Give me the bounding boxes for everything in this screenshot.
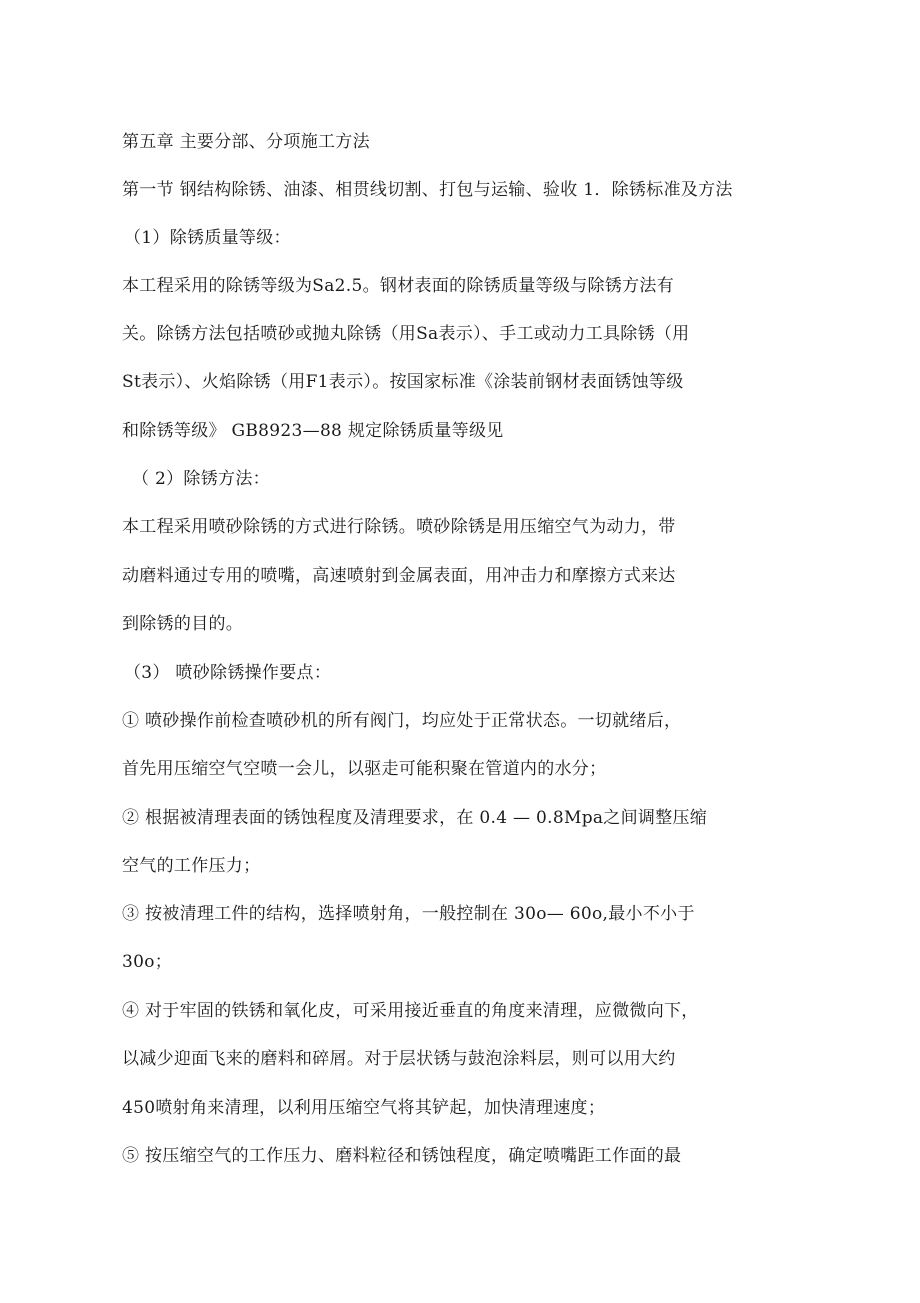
list-item-line: 首先用压缩空气空喷一会儿，以驱走可能积聚在管道内的水分； [122, 759, 607, 779]
section-title: 第一节 钢结构除锈、油漆、相贯线切割、打包与运输、验收 1．除锈标准及方法 [122, 180, 733, 200]
chapter-title: 第五章 主要分部、分项施工方法 [122, 132, 370, 152]
list-item-line: ③ 按被清理工件的结构，选择喷射角，一般控制在 30o— 60o,最小不小于 [122, 904, 695, 924]
subheading-method: （ 2）除锈方法： [132, 469, 270, 489]
list-item-line: 以减少迎面飞来的磨料和碎屑。对于层状锈与鼓泡涂料层，则可以用大约 [122, 1049, 676, 1069]
paragraph-line: 和除锈等级》 GB8923—88 规定除锈质量等级见 [122, 421, 504, 441]
paragraph-line: 本工程采用的除锈等级为Sa2.5。钢材表面的除锈质量等级与除锈方法有 [122, 276, 675, 296]
list-item-line: 450喷射角来清理，以利用压缩空气将其铲起，加快清理速度； [122, 1098, 606, 1118]
paragraph-line: 本工程采用喷砂除锈的方式进行除锈。喷砂除锈是用压缩空气为动力，带 [122, 517, 676, 537]
list-item-line: 空气的工作压力； [122, 856, 261, 876]
list-item-line: ④ 对于牢固的铁锈和氧化皮，可采用接近垂直的角度来清理，应微微向下， [122, 1001, 699, 1021]
list-item-line: ① 喷砂操作前检查喷砂机的所有阀门，均应处于正常状态。一切就绪后， [122, 711, 682, 731]
list-item-line: ② 根据被清理表面的锈蚀程度及清理要求，在 0.4 — 0.8Mpa之间调整压缩 [122, 808, 708, 828]
list-item-line: ⑤ 按压缩空气的工作压力、磨料粒径和锈蚀程度，确定喷嘴距工作面的最 [122, 1146, 682, 1166]
paragraph-line: 到除锈的目的。 [122, 614, 244, 634]
subheading-operation-points: （3） 喷砂除锈操作要点： [124, 663, 332, 683]
list-item-line: 30o； [122, 952, 173, 972]
paragraph-line: 动磨料通过专用的喷嘴，高速喷射到金属表面，用冲击力和摩擦方式来达 [122, 566, 676, 586]
paragraph-line: St表示）、火焰除锈（用F1表示）。按国家标准《涂装前钢材表面锈蚀等级 [122, 372, 684, 392]
paragraph-line: 关。除锈方法包括喷砂或抛丸除锈（用Sa表示）、手工或动力工具除锈（用 [122, 324, 690, 344]
subheading-quality-grade: （1）除锈质量等级： [124, 228, 291, 248]
